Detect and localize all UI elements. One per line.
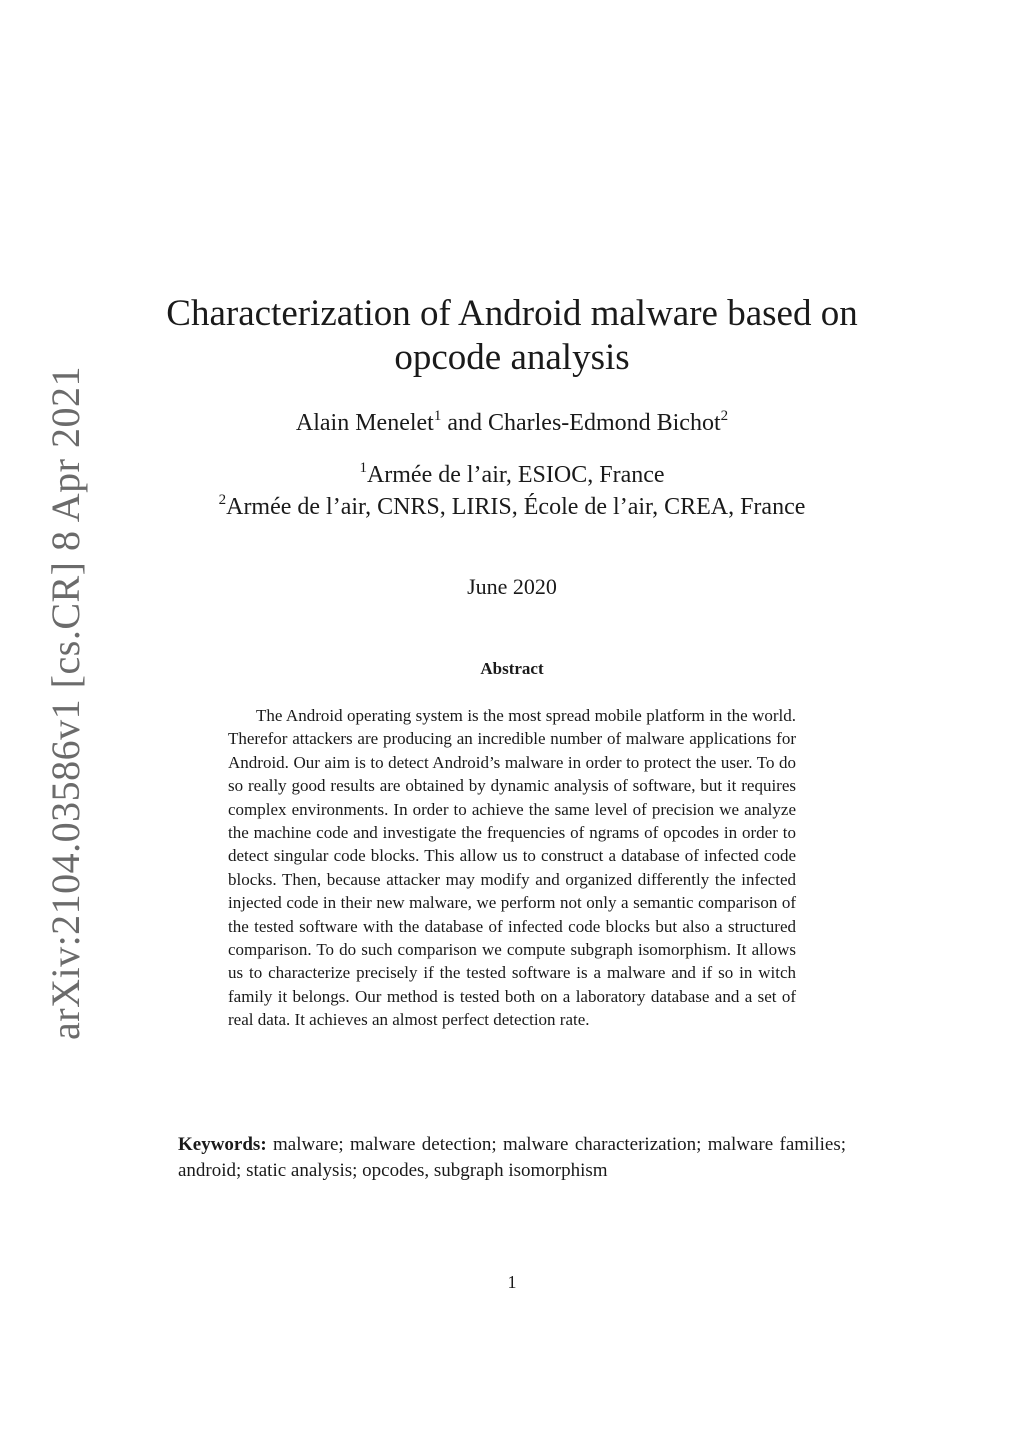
author-affil-mark: 1	[433, 408, 442, 424]
abstract-heading: Abstract	[480, 659, 544, 678]
affiliation-mark: 2	[218, 492, 227, 508]
paper-title: Characterization of Android malware based on opcode analysis	[166, 293, 858, 378]
author-affil-mark: 2	[720, 408, 729, 424]
affiliation	[150, 492, 874, 522]
author-name: Charles-Edmond Bichot	[487, 410, 721, 436]
keywords	[178, 1132, 846, 1184]
affiliation	[150, 460, 874, 490]
affiliation-mark: 1	[359, 460, 367, 476]
page-number: 1	[507, 1272, 517, 1292]
arxiv-identifier: arXiv:2104.03586v1 [cs.CR] 8 Apr 2021	[43, 365, 88, 1040]
affiliation-text: Armée de l’air, ESIOC, France	[366, 462, 665, 488]
author-name: Alain Menelet	[295, 410, 434, 436]
keywords-text: malware; malware detection; malware characterization; malware families; android; static analysis; opcodes, subgraph isomorphism	[178, 1134, 846, 1181]
publication-date: June 2020	[467, 574, 557, 599]
affiliation-text: Armée de l’air, CNRS, LIRIS, École de l’air, CREA, France	[226, 494, 806, 520]
keywords-label: Keywords:	[178, 1134, 267, 1155]
author-separator: and	[441, 410, 488, 436]
author-line	[150, 408, 874, 438]
abstract-text: The Android operating system is the most spread mobile platform in the world. Therefor attackers are producing an incredible number of malware applications for Android. Our aim is to detect Android’s malware in order to protect the user. To do so really good results are obtained by dynamic analysis of software, but it requires complex environments. In order to achieve the same level of precision we analyze the machine code and investigate the frequencies of ngrams of opcodes in order to detect singular code blocks. This allow us to construct a database of infected code blocks. Then, because attacker may modify and organized differently the infected injected code in their new malware, we perform not only a semantic comparison of the tested software with the database of infected code blocks but also a structured comparison. To do such comparison we compute subgraph isomorphism. It allows us to characterize precisely if the tested software is a malware and if so in witch family it belongs. Our method is tested both on a laboratory database and a set of real data. It achieves an almost perfect detection rate.	[228, 706, 796, 1030]
